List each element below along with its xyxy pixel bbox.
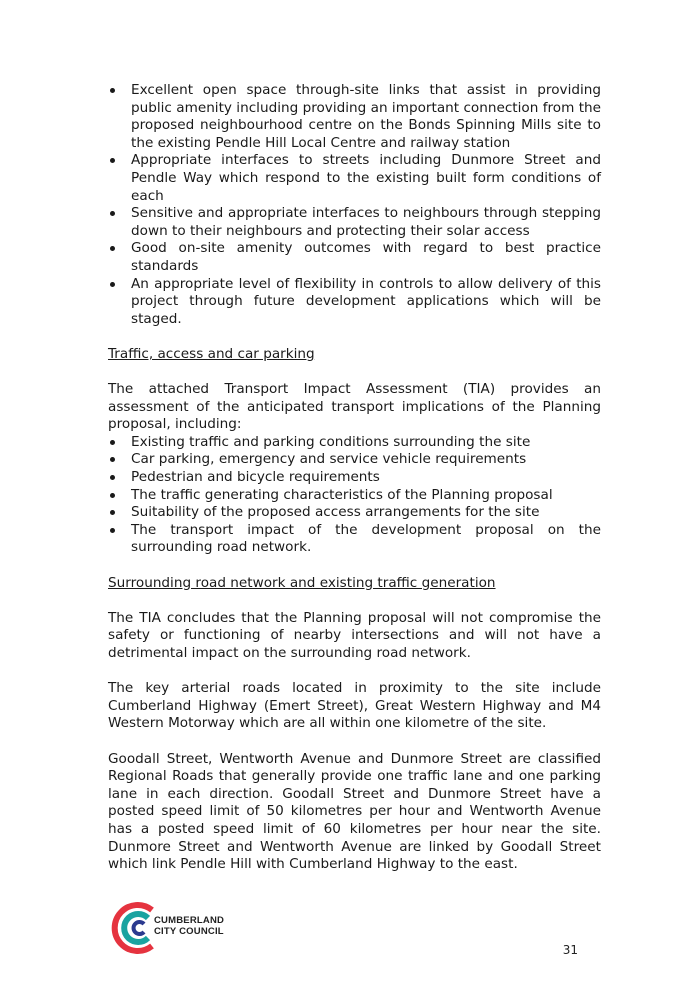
list-item: The traffic generating characteristics of the Planning proposal	[108, 487, 601, 505]
list-item: Good on-site amenity outcomes with regard to best practice standards	[108, 240, 601, 275]
page-number: 31	[562, 943, 578, 957]
bullet-icon	[110, 211, 115, 216]
bullet-icon	[110, 528, 115, 533]
list-item: Appropriate interfaces to streets including Dunmore Street and Pendle Way which respond to the existing built form conditions of each	[108, 152, 601, 205]
section-heading-traffic: Traffic, access and car parking	[108, 345, 315, 362]
page-content	[108, 82, 601, 874]
bullet-icon	[110, 246, 115, 251]
list-item: Suitability of the proposed access arrangements for the site	[108, 504, 601, 522]
bullet-icon	[110, 440, 115, 445]
paragraph: The key arterial roads located in proximity to the site include Cumberland Highway (Emert Street), Great Western Highway and M4 Western Motorway which are all within one kilometre of the site.	[108, 680, 601, 732]
council-name-line1: CUMBERLAND	[154, 915, 225, 926]
benefits-list	[108, 82, 601, 328]
bullet-icon	[110, 457, 115, 462]
bullet-icon	[110, 475, 115, 480]
list-item: An appropriate level of flexibility in controls to allow delivery of this project through future development applications which will be staged.	[108, 276, 601, 329]
section-heading-road-network: Surrounding road network and existing traffic generation	[108, 574, 496, 591]
list-item: Existing traffic and parking conditions surrounding the site	[108, 434, 601, 452]
list-item: Sensitive and appropriate interfaces to neighbours through stepping down to their neighbours and protecting their solar access	[108, 205, 601, 240]
list-item: Excellent open space through-site links that assist in providing public amenity including providing an important connection from the proposed neighbourhood centre on the Bonds Spinning Mills site to the existing Pendle Hill Local Centre and railway station	[108, 82, 601, 152]
list-item: The transport impact of the development proposal on the surrounding road network.	[108, 522, 601, 557]
bullet-icon	[110, 493, 115, 498]
bullet-icon	[110, 282, 115, 287]
tia-list	[108, 434, 601, 557]
bullet-icon	[110, 88, 115, 93]
council-name	[154, 915, 224, 937]
traffic-intro: The attached Transport Impact Assessment (TIA) provides an assessment of the anticipated transport implications of the Planning proposal, including:	[108, 381, 601, 433]
list-item: Car parking, emergency and service vehicle requirements	[108, 451, 601, 469]
bullet-icon	[110, 510, 115, 515]
council-name-line2: CITY COUNCIL	[154, 926, 224, 937]
list-item: Pedestrian and bicycle requirements	[108, 469, 601, 487]
bullet-icon	[110, 158, 115, 163]
paragraph: Goodall Street, Wentworth Avenue and Dunmore Street are classified Regional Roads that generally provide one traffic lane and one parking lane in each direction. Goodall Street and Dunmore Street have a posted speed limit of 50 kilometres per hour and Wentworth Avenue has a posted speed limit of 60 kilometres per hour near the site. Dunmore Street and Wentworth Avenue are linked by Goodall Street which link Pendle Hill with Cumberland Highway to the east.	[108, 750, 601, 873]
paragraph: The TIA concludes that the Planning proposal will not compromise the safety or functioning of nearby intersections and will not have a detrimental impact on the surrounding road network.	[108, 609, 601, 661]
